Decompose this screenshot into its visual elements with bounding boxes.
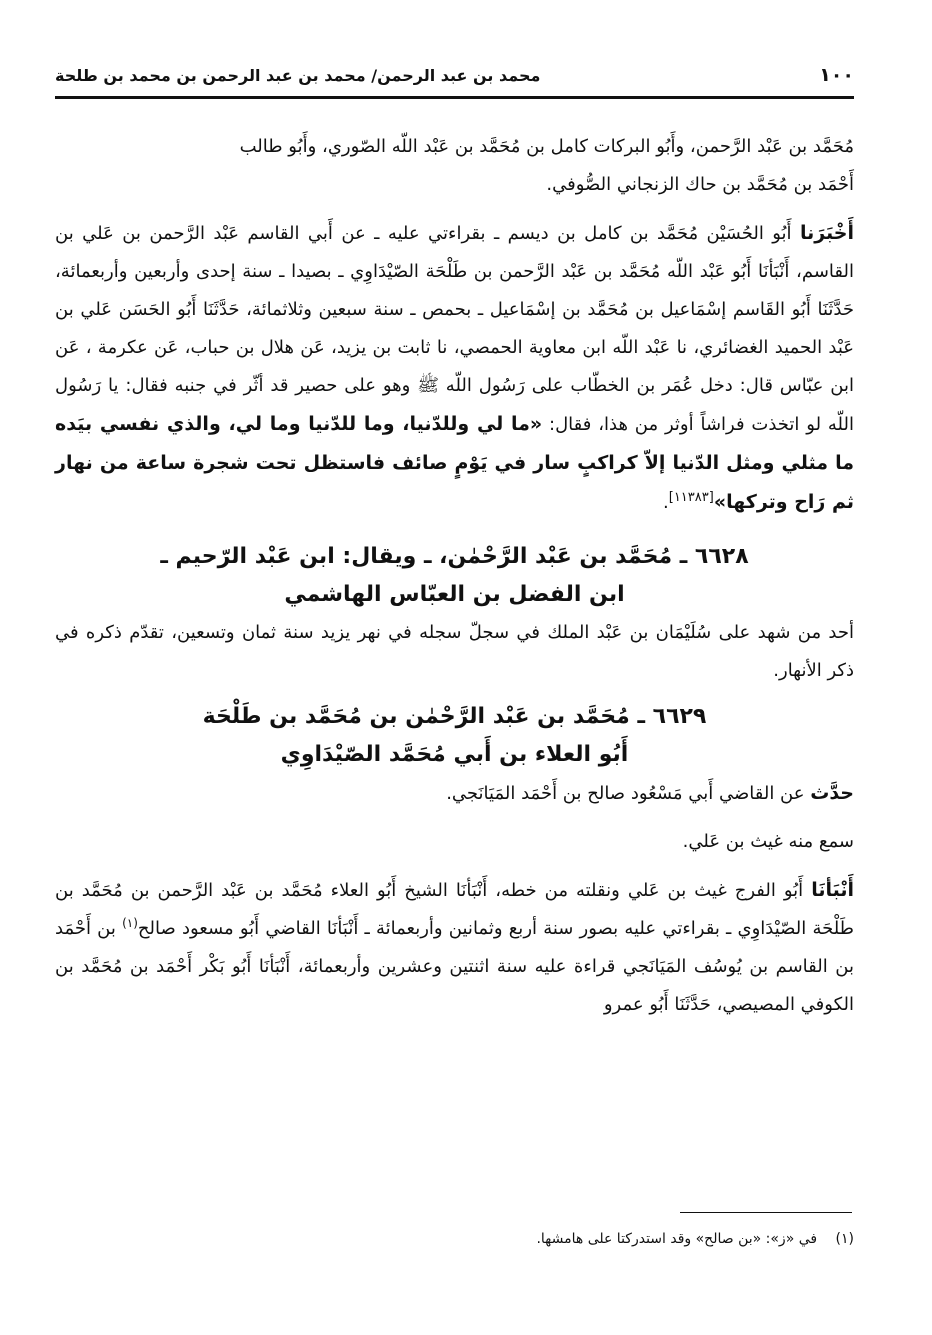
- entry-6629-paragraph-3: [55, 871, 854, 1024]
- page-body: [55, 128, 854, 1024]
- footnote-marker: (١): [122, 916, 138, 930]
- footnote-rule: [680, 1212, 852, 1213]
- hadith-lead-word: أَخْبَرَنا: [799, 222, 854, 244]
- entry-6628-title-line-1: ٦٦٢٨ ـ مُحَمَّد بن عَبْد الرَّحْمٰن، ـ ويقال: ابن عَبْد الرّحيم ـ: [160, 544, 749, 569]
- entry-6628-title-line-2: ابن الفضل بن العبّاس الهاشمي: [284, 582, 625, 607]
- entry-6629-p1-lead: حدَّث: [810, 782, 854, 804]
- entry-6628-text: أحد من شهد على سُلَيْمَان بن عَبْد الملك في سجلّ سجله في نهر يزيد سنة ثمان وتسعين، تقدّم ذكره في ذكر الأنهار.: [55, 622, 854, 681]
- paragraph-intro: [55, 128, 854, 204]
- running-title: محمد بن عبد الرحمن/ محمد بن عبد الرحمن بن محمد بن طلحة: [55, 65, 541, 85]
- hadith-end: .: [663, 492, 669, 513]
- entry-6629-p3-text-b: بن أَحْمَد بن القاسم بن يُوسُف المَيَانَجي قراءة عليه سنة اثنتين وعشرين وأربعمائة، أَنْبَأنَا أَبُو بَكْر أَحْمَد بن مُحَمَّد بن الكوفي المصيصي، حَدَّثَنَا أَبُو عمرو: [55, 918, 854, 1015]
- footnote-number: (١): [835, 1231, 854, 1247]
- intro-line-2: أَحْمَد بن مُحَمَّد بن حاك الزنجاني الصُّوفي.: [546, 174, 854, 195]
- footnote-text: في «ز»: «بن صالح» وقد استدركتا على هامشها.: [536, 1231, 818, 1247]
- header-rule: [55, 96, 854, 99]
- hadith-chain-text: أَبُو الحُسَيْن مُحَمَّد بن كامل بن ديسم ـ بقراءتي عليه ـ عن أَبي القاسم عَبْد الرَّحمن بن عَلي بن القاسم، أَنْبَأنَا أَبُو عَبْد اللّه مُحَمَّد بن عَبْد الرَّحمن بن طَلْحَة الصّيْدَاوِي ـ بصيدا ـ سنة إحدى وأربعين وأربعمائة، حَدَّثَنَا أَبُو القَاسم إسْمَاعيل بن مُحَمَّد بن إسْمَاعيل ـ بحمص ـ سنة سبعين وثلاثمائة، حَدَّثَنَا أَبُو الحَسَن عَلي بن عَبْد الحميد الغضائري، نا عَبْد اللّه ابن معاوية الحمصي، نا ثابت بن يزيد، عَن هلال بن حباب، عَن عكرمة ، عَن ابن عبّاس قال: دخل عُمَر بن الخطّاب على رَسُول اللّه ﷺ وهو على حصير قد أثّر في جنبه فقال: يا رَسُول اللّه لو اتخذت فراشاً أوثر من هذا، فقال:: [55, 223, 854, 435]
- entry-6629-p3-lead: أَنْبَأنَا: [811, 879, 854, 901]
- paragraph-hadith: [55, 214, 854, 522]
- entry-6629-paragraph-1: [55, 774, 854, 813]
- entry-6629-title-line-1: ٦٦٢٩ ـ مُحَمَّد بن عَبْد الرَّحْمٰن بن مُحَمَّد بن طَلْحَة: [202, 704, 707, 729]
- page-header: [55, 58, 854, 92]
- entry-6629-paragraph-2: سمع منه غيث بن عَلي.: [682, 831, 854, 852]
- entry-6629-title-line-2: أَبُو العلاء بن أَبي مُحَمَّد الصّيْدَاوِي: [280, 742, 629, 767]
- intro-line-1: مُحَمَّد بن عَبْد الرَّحمن، وأَبُو البركات كامل بن مُحَمَّد بن عَبْد اللّه الصّوري، وأَبُو طالب: [239, 136, 854, 157]
- footnote: [55, 1228, 854, 1250]
- entry-6629-p1-text: عن القاضي أَبي مَسْعُود صالح بن أَحْمَد المَيَانَجي.: [446, 783, 811, 804]
- hadith-reference-number: [١١٣٨٣]: [668, 490, 714, 505]
- page-number: ١٠٠: [819, 64, 854, 86]
- hadith-quote: «ما لي وللدّنيا، وما للدّنيا وما لي، والذي نفسي بيَده ما مثلي ومثل الدّنيا إلاّ كراكبٍ سار في يَوْمٍ صائف فاستظل تحت شجرة ساعة من نهار ثم رَاح وتركها»: [55, 413, 854, 513]
- entry-6629-p3-text-a: أَبُو الفرج غيث بن عَلي ونقلته من خطه، أَنْبَأنَا الشيخ أَبُو العلاء مُحَمَّد بن عَبْد الرَّحمن بن مُحَمَّد بن طَلْحَة الصّيْدَاوِي ـ بقراءتي عليه بصور سنة أربع وثمانين وأربعمائة ـ أَنْبَأنَا القاضي أَبُو مسعود صالح: [55, 880, 854, 939]
